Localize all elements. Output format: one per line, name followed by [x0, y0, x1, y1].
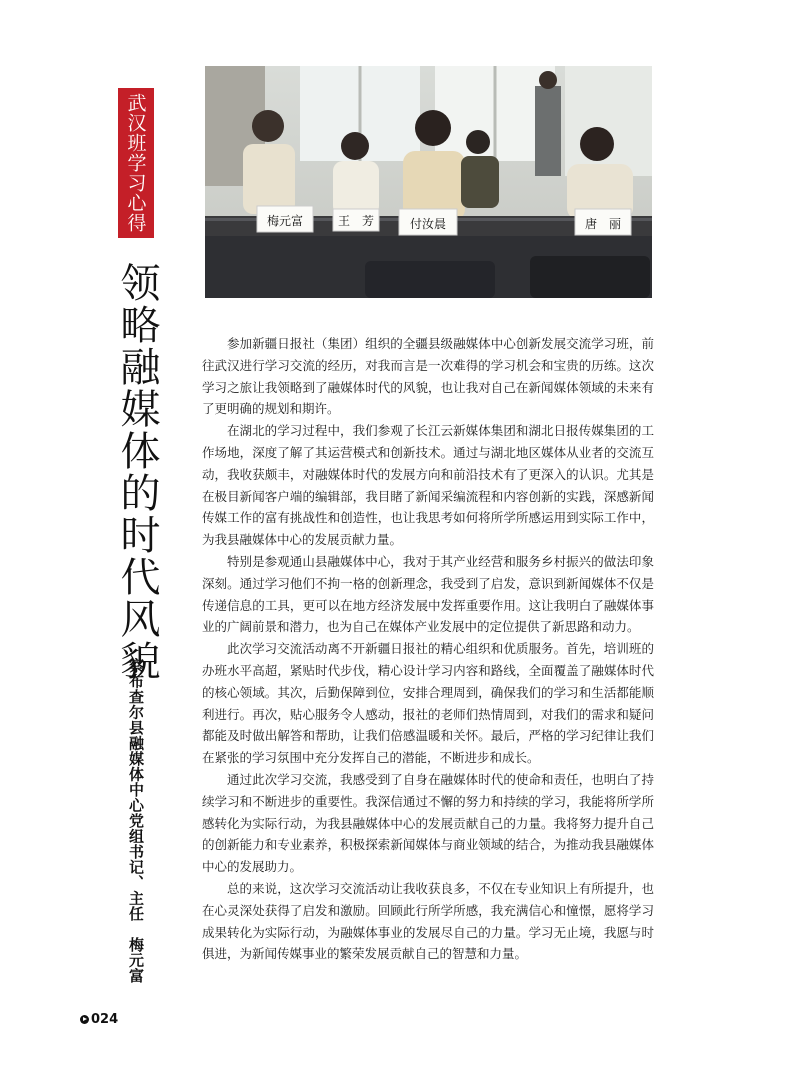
nameplate-4: 唐 丽	[584, 217, 622, 231]
nameplate-2: 王 芳	[337, 214, 375, 228]
article-paragraph: 参加新疆日报社（集团）组织的全疆县级融媒体中心创新发展交流学习班，前往武汉进行学习交流的经历，对我而言是一次难得的学习机会和宝贵的历练。这次学习之旅让我领略到了融媒体时代的风貌，也让我对自己在新闻媒体领域的未来有了更明确的规划和期许。	[202, 336, 654, 417]
section-tag: 武汉班学习心得	[118, 88, 154, 238]
article-paragraph: 此次学习交流活动离不开新疆日报社的精心组织和优质服务。首先，培训班的办班水平高超，紧贴时代步伐，精心设计学习内容和路线，全面覆盖了融媒体时代的核心领域。其次，后勤保障到位，安排合理周到，确保我们的学习和生活都能顺利进行。再次，贴心服务令人感动，报社的老师们热情周到，对我们的需求和疑问都能及时做出解答和帮助，让我们倍感温暖和关怀。最后，严格的学习纪律让我们在紧张的学习氛围中充分发挥自己的潜能，不断进步和成长。	[202, 641, 654, 766]
article-body	[202, 333, 654, 965]
article-paragraph: 特别是参观通山县融媒体中心，我对于其产业经营和服务乡村振兴的做法印象深刻。通过学习他们不拘一格的创新理念，我受到了启发，意识到新闻媒体不仅是传递信息的工具，更可以在地方经济发展中发挥重要作用。这让我明白了融媒体事业的广阔前景和潜力，也为自己在媒体产业发展中的定位提供了新思路和动力。	[202, 553, 654, 635]
article-paragraph: 在湖北的学习过程中，我们参观了长江云新媒体集团和湖北日报传媒集团的工作场地，深度了解了其运营模式和创新技术。通过与湖北地区媒体从业者的交流互动，我收获颇丰，对融媒体时代的发展方向和前沿技术有了更深入的认识。尤其是在极目新闻客户端的编辑部，我目睹了新闻采编流程和内容创新的实践，深感新闻传媒工作的富有挑战性和创造性，也让我思考如何将所学所感运用到实际工作中，为我县融媒体中心的发展贡献力量。	[202, 423, 654, 548]
meeting-photo	[205, 66, 652, 298]
page-number	[80, 1012, 118, 1027]
byline: 察布查尔县融媒体中心党组书记、主任 梅元富	[127, 658, 145, 984]
page-number-text: 024	[91, 1012, 119, 1027]
headline: 领略融媒体的时代风貌	[114, 262, 160, 682]
nameplate-3: 付汝晨	[409, 217, 447, 231]
article-paragraph: 总的来说，这次学习交流活动让我收获良多，不仅在专业知识上有所提升，也在心灵深处获得了启发和激励。回顾此行所学所感，我充满信心和憧憬，愿将学习成果转化为实际行动，为融媒体事业的发展尽自己的力量。学习无止境，我愿与时俱进，为新闻传媒事业的繁荣发展贡献自己的智慧和力量。	[202, 880, 654, 962]
nameplate-1: 梅元富	[266, 214, 304, 228]
article-paragraph: 通过此次学习交流，我感受到了自身在融媒体时代的使命和责任，也明白了持续学习和不断进步的重要性。我深信通过不懈的努力和持续的学习，我能将所学所感转化为实际行动，为我县融媒体中心的发展贡献自己的力量。我将努力提升自己的创新能力和专业素养，积极探索新闻媒体与商业领域的结合，为推动我县融媒体中心的发展助力。	[202, 771, 654, 875]
play-arrow-icon	[80, 1015, 89, 1024]
